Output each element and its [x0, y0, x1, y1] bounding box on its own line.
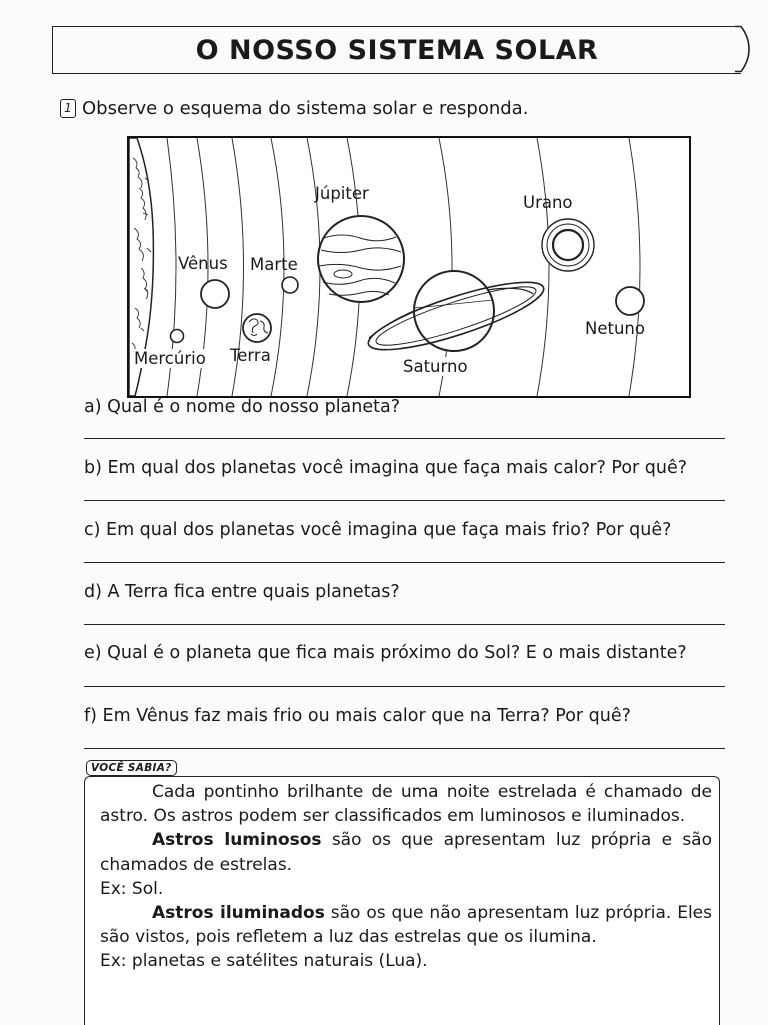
label-mars: Marte	[250, 255, 298, 274]
title-box	[52, 26, 741, 74]
question-e: e) Qual é o planeta que fica mais próximo do Sol? E o mais distante?	[84, 643, 687, 663]
uranus-planet	[542, 219, 594, 271]
page-title: O NOSSO SISTEMA SOLAR	[195, 35, 599, 66]
info-p4-text: são os que não apresentam luz própria. Eles são vistos, pois refletem a luz das estrelas que os ilumina.	[100, 903, 712, 948]
question-number-badge: 1	[60, 99, 76, 118]
info-paragraph-5: Ex: planetas e satélites naturais (Lua).	[100, 951, 428, 972]
question-f: f) Em Vênus faz mais frio ou mais calor que na Terra? Por quê?	[84, 706, 631, 726]
label-earth: Terra	[230, 346, 271, 365]
info-paragraph-3: Ex: Sol.	[100, 878, 164, 899]
answer-line-e[interactable]	[84, 686, 725, 687]
question-b: b) Em qual dos planetas você imagina que faça mais calor? Por quê?	[84, 458, 688, 478]
info-tag: VOCÊ SABIA?	[86, 760, 177, 776]
label-jupiter: Júpiter	[315, 184, 369, 203]
question-c: c) Em qual dos planetas você imagina que faça mais frio? Por quê?	[84, 520, 672, 540]
info-text	[100, 780, 712, 974]
question-a: a) Qual é o nome do nosso planeta?	[84, 397, 401, 417]
label-saturn: Saturno	[403, 357, 468, 376]
label-uranus: Urano	[523, 193, 573, 212]
info-p2-bold: Astros luminosos	[152, 830, 322, 851]
neptune-planet	[616, 287, 644, 315]
venus-planet	[201, 280, 229, 308]
info-paragraph-2	[100, 828, 712, 876]
answer-line-b[interactable]	[84, 500, 725, 501]
info-paragraph-4	[100, 901, 712, 949]
label-mercury: Mercúrio	[134, 349, 206, 368]
info-p2-text: são os que apresentam luz própria e são chamados de estrelas.	[100, 830, 712, 875]
label-venus: Vênus	[178, 254, 228, 273]
mercury-planet	[171, 330, 184, 343]
solar-system-diagram	[127, 136, 691, 398]
info-p4-bold: Astros iluminados	[152, 903, 325, 924]
title-box-end-cap	[735, 25, 755, 73]
question-d: d) A Terra fica entre quais planetas?	[84, 582, 400, 602]
answer-line-a[interactable]	[84, 438, 725, 439]
earth-planet	[243, 314, 271, 342]
answer-line-c[interactable]	[84, 562, 725, 563]
instruction-text: Observe o esquema do sistema solar e responda.	[82, 98, 529, 119]
info-p1-text: Cada pontinho brilhante de uma noite estrelada é chamado de astro. Os astros podem ser classificados em luminosos e iluminados.	[100, 782, 712, 827]
label-neptune: Netuno	[585, 319, 645, 338]
instruction	[60, 98, 528, 119]
answer-line-f[interactable]	[84, 748, 725, 749]
answer-line-d[interactable]	[84, 624, 725, 625]
mars-planet	[282, 277, 298, 293]
info-paragraph-1	[100, 780, 712, 828]
jupiter-planet	[318, 216, 404, 302]
